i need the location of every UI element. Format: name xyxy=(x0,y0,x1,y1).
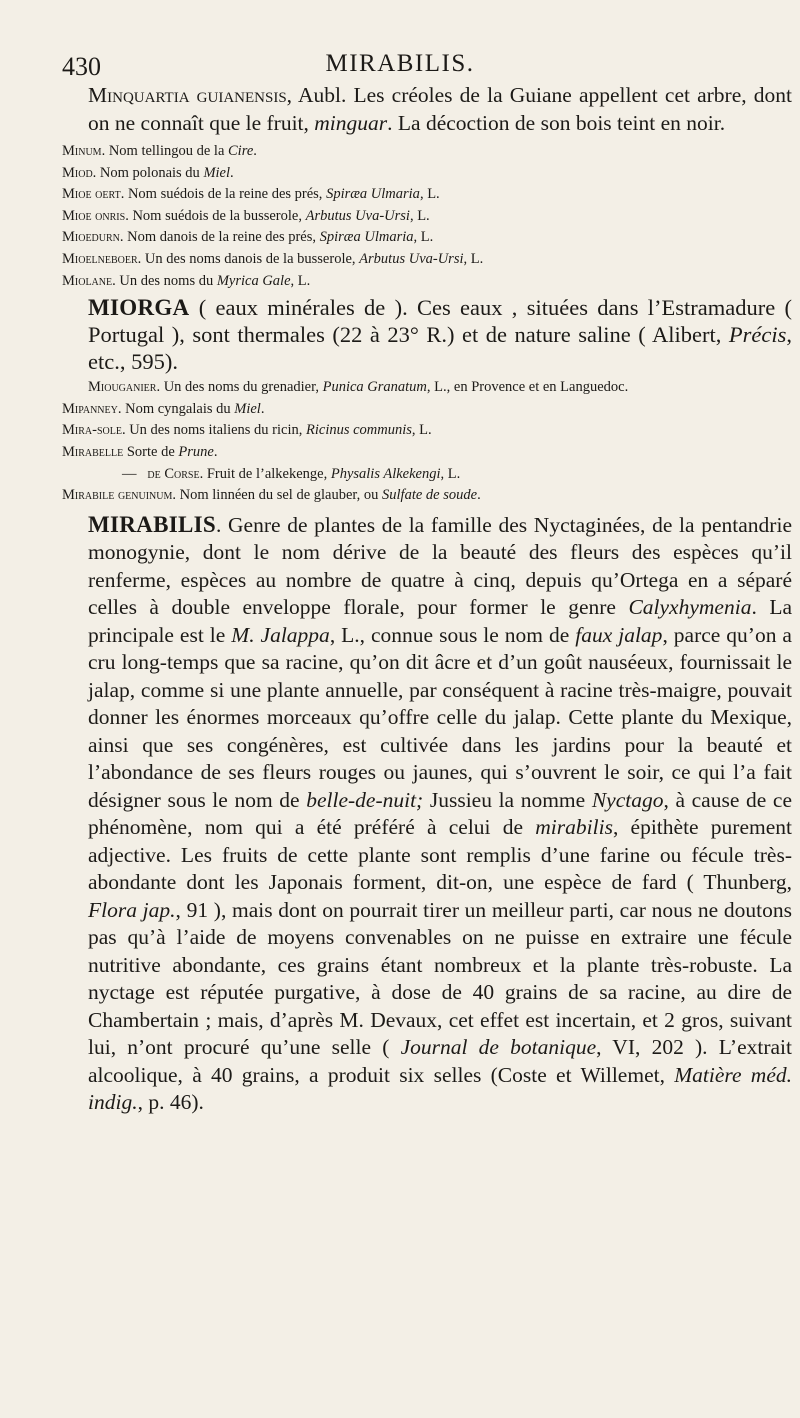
entry-mioedurn: Mioedurn. Nom danois de la reine des prés, Spiræa Ulmaria, L. xyxy=(62,229,434,246)
entry-miod: Miod. Nom polonais du Miel. xyxy=(62,164,234,181)
entry-miorga: MIORGA ( eaux minérales de ). Ces eaux , situées dans l’Estramadure ( Portugal ), sont thermales (22 à 23° R.) et de nature saline ( Alibert, Précis, etc., 595). xyxy=(88,295,792,375)
page-number: 430 xyxy=(62,52,101,81)
running-title: MIRABILIS. xyxy=(325,50,475,77)
entry-mira-sole: Mira-sole. Un des noms italiens du ricin, Ricinus communis, L. xyxy=(62,422,432,439)
entry-headword: MIRABILIS xyxy=(88,511,216,537)
entry-mirabelle: Mirabelle Sorte de Prune. xyxy=(62,443,218,460)
entry-mioelneboer: Mioelneboer. Un des noms danois de la busserole, Arbutus Uva-Ursi, L. xyxy=(62,250,484,267)
entry-miolane: Miolane. Un des noms du Myrica Gale, L. xyxy=(62,272,311,289)
entry-mioe-oert: Mioe oert. Nom suédois de la reine des prés, Spiræa Ulmaria, L. xyxy=(62,186,440,203)
entry-minum: Minum. Nom tellingou de la Cire. xyxy=(62,143,257,159)
page-body xyxy=(62,82,792,1117)
entry-mipanney: Mipanney. Nom cyngalais du Miel. xyxy=(62,400,265,417)
entry-headword: MIORGA xyxy=(88,295,190,321)
entry-mirabilis: MIRABILIS. Genre de plantes de la famille des Nyctaginées, de la pentandrie monogynie, dont le nom dérive de la beauté des fleurs des espèces qu’il renferme, espèces au nombre de quatre à cinq, depuis qu’Ortega en a séparé celles à double enveloppe florale, pour former le genre Calyxhymenia. La principale est le M. Jalappa, L., connue sous le nom de faux jalap, parce qu’on a cru long-temps que sa racine, qu’on dit âcre et d’un goût nauséeux, fournissait le jalap, comme si une plante annuelle, par conséquent à racine très-maigre, pouvait donner les énormes morceaux qu’offre celle du jalap. Cette plante du Mexique, ainsi que ses congénères, est cultivée dans les jardins pour la beauté et l’abondance de ses fleurs rouges ou jaunes, qui s’ouvrent le soir, ce qui l’a fait désigner sous le nom de belle-de-nuit; Jussieu la nomme Nyctago, à cause de ce phénomène, nom qui a été préféré à celui de mirabilis, épithète purement adjective. Les fruits de cette plante sont remplis d’une farine ou fécule très-abondante dont les Japonais forment, dit-on, une espèce de fard ( Thunberg, Flora jap., 91 ), mais dont on pourrait tirer un meilleur parti, car nous ne doutons pas qu’à l’aide de moyens convenables on ne puisse en extraire une fécule nutritive abondante, ces grains étant nombreux et la plante très-robuste. La nyctage est réputée purgative, à dose de 40 grains de sa racine, au dire de Chambertain ; mais, d’après M. Devaux, cet effet est incertain, et 2 gros, suivant lui, n’ont procuré qu’une selle ( Journal de botanique, VI, 202 ). L’extrait alcoolique, à 40 grains, a produit six selles (Coste et Willemet, Matière méd. indig., p. 46). xyxy=(88,511,793,1115)
entry-miouganier: Miouganier. Un des noms du grenadier, Punica Granatum, L., en Provence et en Languedoc. xyxy=(88,379,629,396)
entry-headword: Minquartia guianensis xyxy=(88,83,287,107)
entry-de-corse: — de Corse. Fruit de l’alkekenge, Physalis Alkekengi, L. xyxy=(122,465,461,482)
entry-mirabile-genuinum: Mirabile genuinum. Nom linnéen du sel de glauber, ou Sulfate de soude. xyxy=(62,487,481,504)
entry-mioe-onris: Mioe onris. Nom suédois de la busserole, Arbutus Uva-Ursi, L. xyxy=(62,207,430,224)
entry-minquartia: Minquartia guianensis, Aubl. Les créoles de la Guiane appellent cet arbre, dont on ne connaît que le fruit, minguar. La décoction de son bois teint en noir. xyxy=(88,83,792,135)
